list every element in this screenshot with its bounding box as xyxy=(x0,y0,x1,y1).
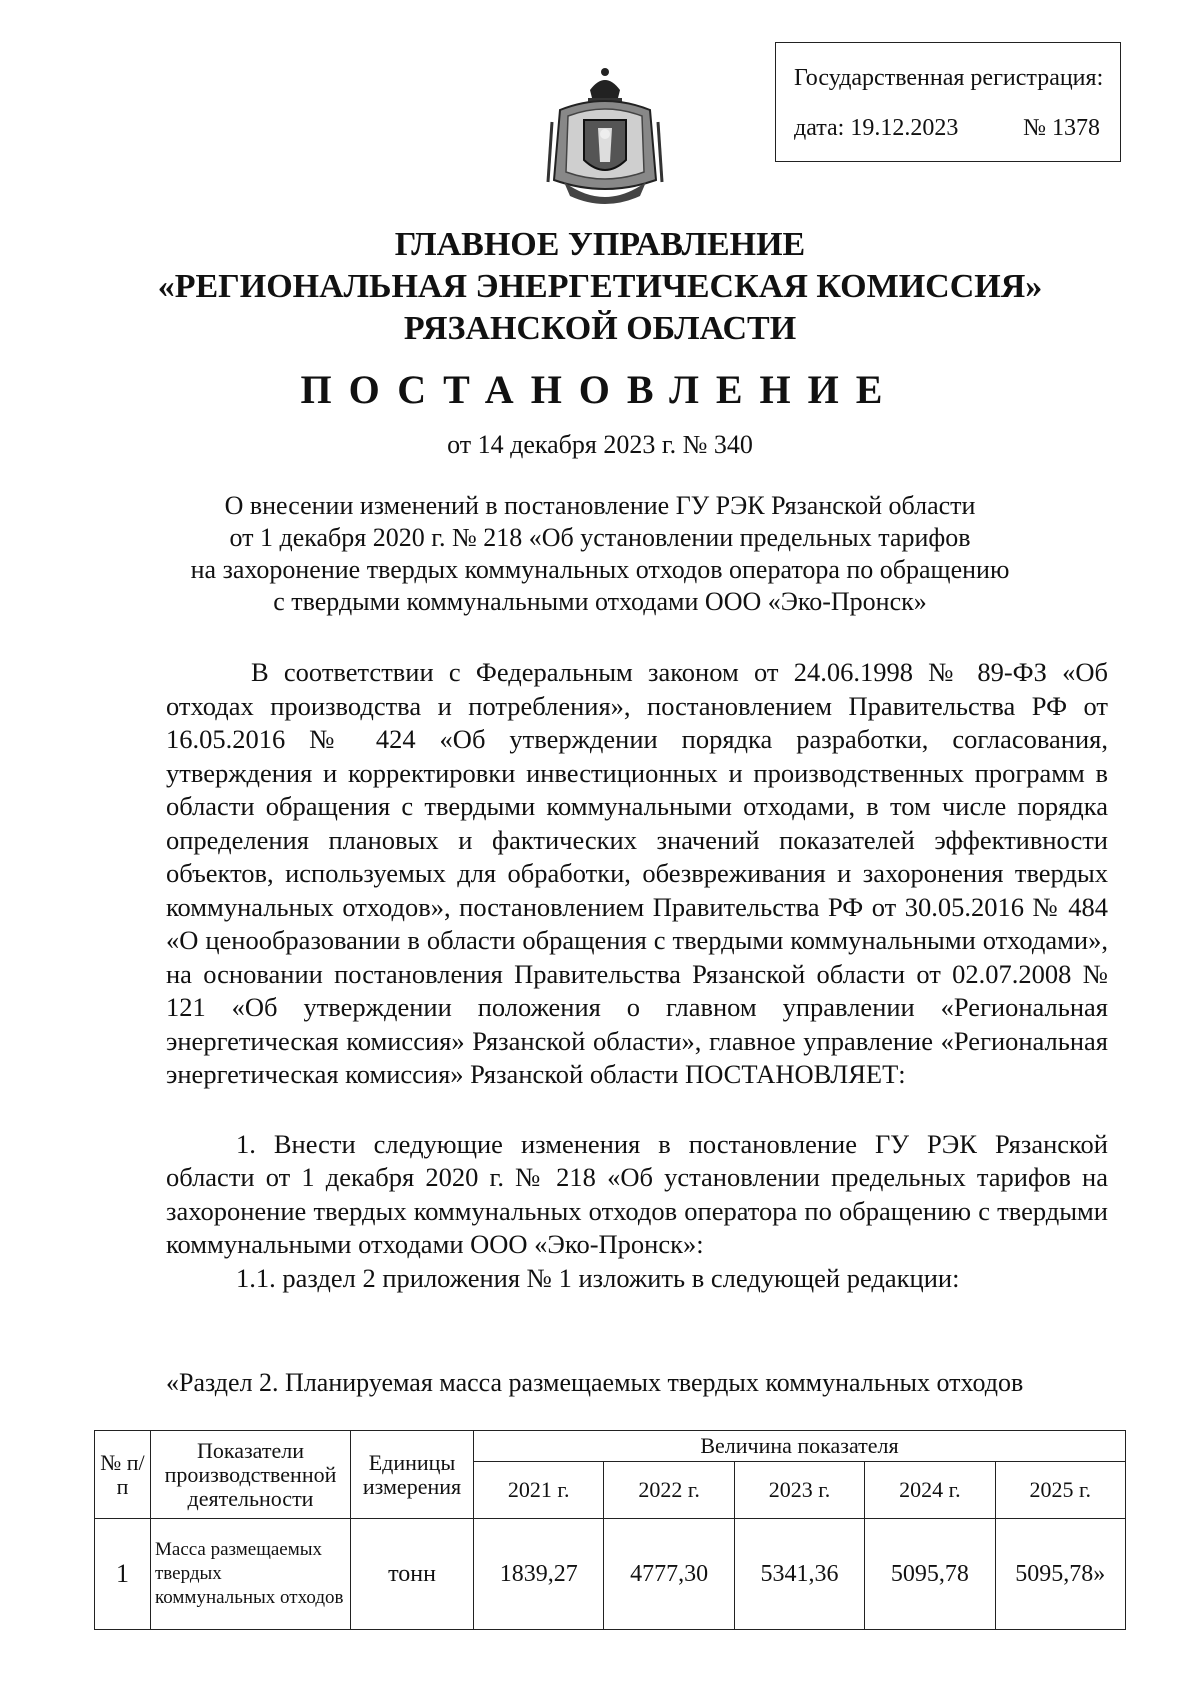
row-number: 1 xyxy=(95,1519,151,1630)
registration-number: № 1378 xyxy=(1023,115,1100,141)
header-year: 2024 г. xyxy=(865,1462,995,1519)
organization-line: «РЕГИОНАЛЬНАЯ ЭНЕРГЕТИЧЕСКАЯ КОМИССИЯ» xyxy=(157,268,1043,305)
header-indicator: Показатели производственной деятельности xyxy=(151,1431,351,1519)
row-value: 5095,78 xyxy=(865,1519,995,1630)
header-num: № п/п xyxy=(95,1431,151,1519)
item-1-1-paragraph: 1.1. раздел 2 приложения № 1 изложить в следующей редакции: xyxy=(236,1262,960,1293)
header-year: 2021 г. xyxy=(474,1462,604,1519)
subject-line: на захоронение твердых коммунальных отходов оператора по обращению xyxy=(190,555,1010,584)
registration-date: дата: 19.12.2023 xyxy=(794,115,959,141)
header-unit: Единицы измерения xyxy=(351,1431,474,1519)
document-date: от 14 декабря 2023 г. № 340 xyxy=(447,430,753,459)
document-type-title: ПОСТАНОВЛЕНИЕ xyxy=(300,367,900,412)
preamble-paragraph: В соответствии с Федеральным законом от 24.06.1998 № 89-ФЗ «Об отходах производства и потребления», постановлением Правительства РФ от 16.05.2016 № 424 «Об утверждении порядка разработки, согласования, утверждения и корректировки инвестиционных и производственных программ в области обращения с твердыми коммунальными отходами, в том числе порядка определения плановых и фактических значений показателей эффективности объектов, используемых для обработки, обезвреживания и захоронения твердых коммунальных отходов», постановлением Правительства РФ от 30.05.2016 № 484 «О ценообразовании в области обращения с твердыми коммунальными отходами», на основании постановления Правительства Рязанской области от 02.07.2008 № 121 «Об утверждении положения о главном управлении «Региональная энергетическая комиссия» Рязанской области», главное управление «Региональная энергетическая комиссия» Рязанской области ПОСТАНОВЛЯЕТ: xyxy=(166,657,1108,1089)
organization-line: ГЛАВНОЕ УПРАВЛЕНИЕ xyxy=(394,226,806,263)
row-value: 1839,27 xyxy=(474,1519,604,1630)
row-value: 5341,36 xyxy=(734,1519,864,1630)
ryazan-coat-of-arms-icon xyxy=(540,62,670,212)
row-value: 5095,78» xyxy=(995,1519,1125,1630)
item-1-paragraph: 1. Внести следующие изменения в постановление ГУ РЭК Рязанской области от 1 декабря 2020 г. № 218 «Об установлении предельных тарифов на захоронение твердых коммунальных отходов оператора по обращению с твердыми коммунальными отходами ООО «Эко-Пронск»: xyxy=(166,1128,1108,1259)
header-year: 2022 г. xyxy=(604,1462,734,1519)
indicators-table xyxy=(94,1430,1126,1630)
subject-line: с твердыми коммунальными отходами ООО «Эко-Пронск» xyxy=(273,587,927,616)
header-year: 2025 г. xyxy=(995,1462,1125,1519)
registration-stamp xyxy=(775,42,1121,162)
table-header-row xyxy=(95,1431,1126,1462)
row-unit: тонн xyxy=(351,1519,474,1630)
document-subject xyxy=(150,490,1050,618)
subject-line: от 1 декабря 2020 г. № 218 «Об установлении предельных тарифов xyxy=(229,523,971,552)
section-title: «Раздел 2. Планируемая масса размещаемых твердых коммунальных отходов xyxy=(166,1368,1024,1397)
organization-line: РЯЗАНСКОЙ ОБЛАСТИ xyxy=(403,310,797,347)
row-indicator: Масса размещаемых твердых коммунальных отходов xyxy=(151,1519,351,1630)
subject-line: О внесении изменений в постановление ГУ РЭК Рязанской области xyxy=(224,491,976,520)
table-row xyxy=(95,1519,1126,1630)
header-year: 2023 г. xyxy=(734,1462,864,1519)
registration-title: Государственная регистрация: xyxy=(794,65,1104,91)
document-body xyxy=(166,656,1108,1295)
header-value-group: Величина показателя xyxy=(474,1431,1126,1462)
row-value: 4777,30 xyxy=(604,1519,734,1630)
organization-name xyxy=(100,224,1100,350)
